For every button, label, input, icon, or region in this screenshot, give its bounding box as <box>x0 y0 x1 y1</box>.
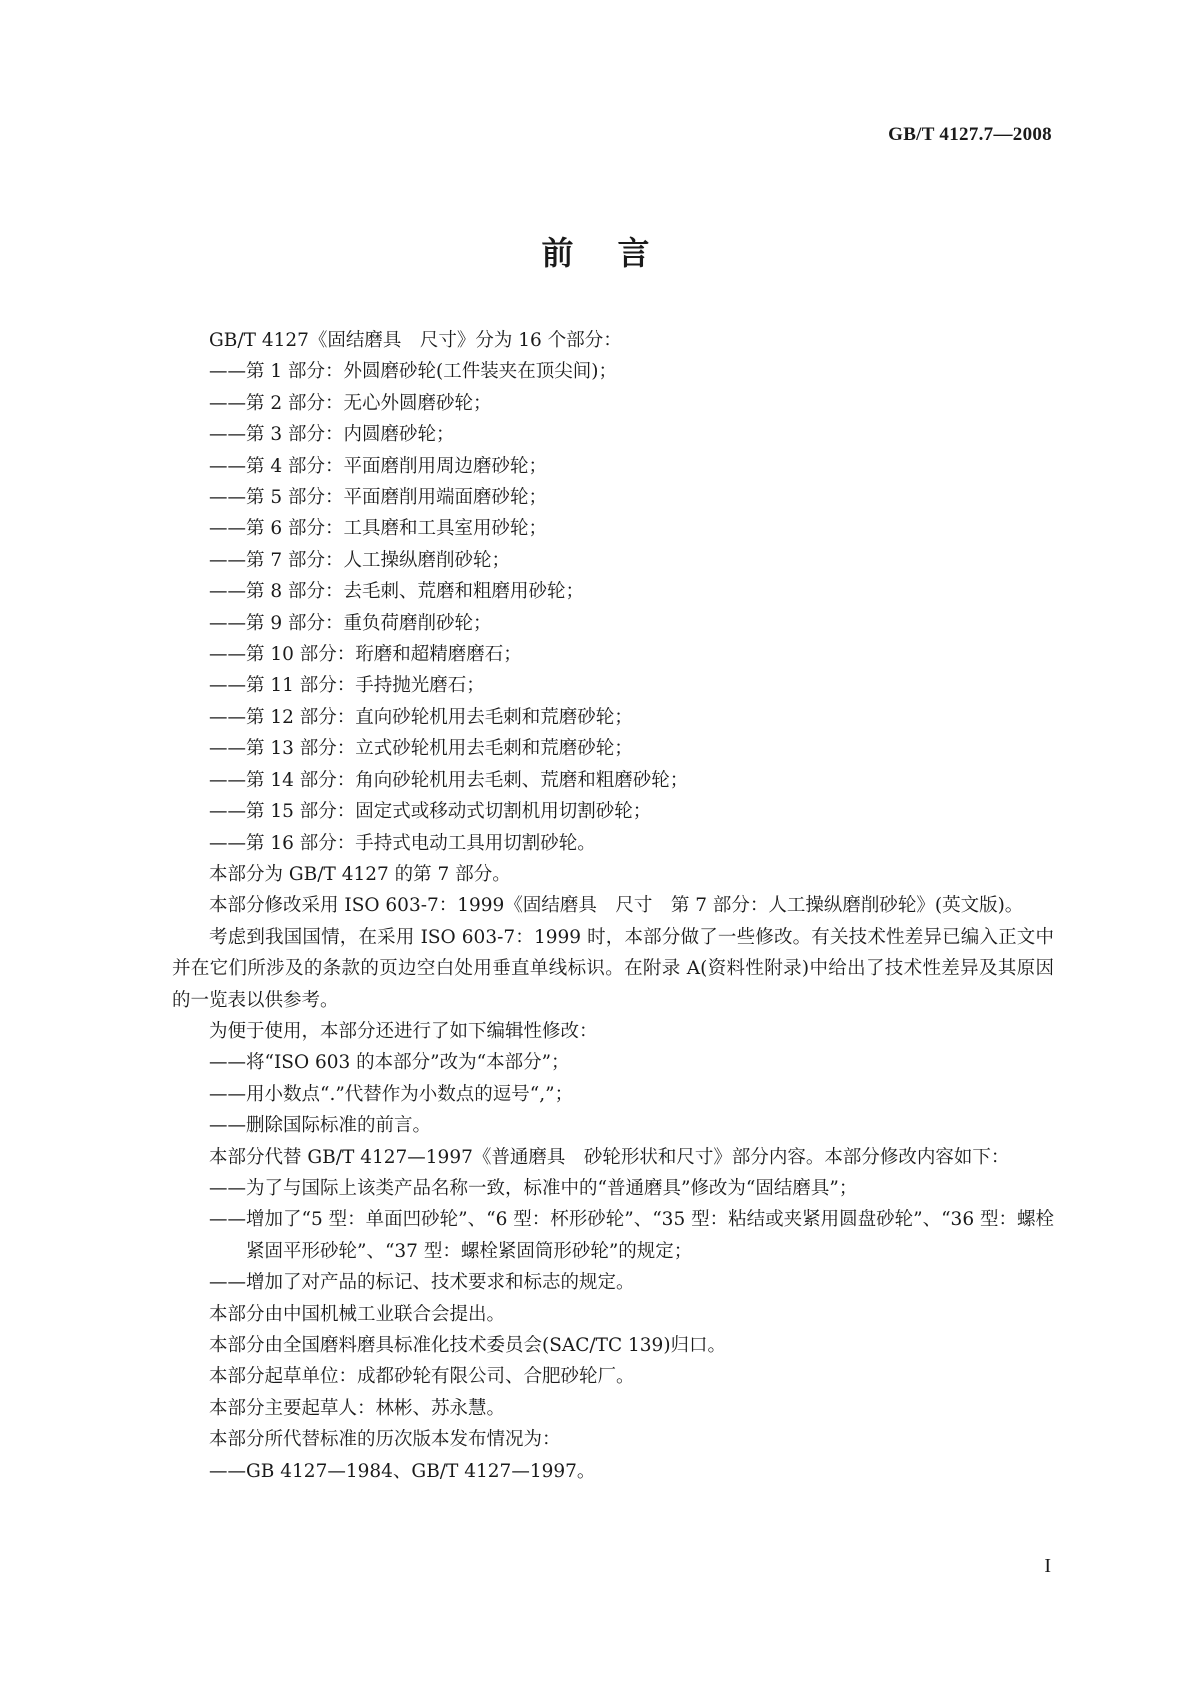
change-list-item: ——增加了“5 型：单面凹砂轮”、“6 型：杯形砂轮”、“35 型：粘结或夹紧用圆盘砂轮”、“36 型：螺栓紧固平形砂轮”、“37 型：螺栓紧固筒形砂轮”的规定； <box>209 1209 1054 1262</box>
part-list-item: ——第 15 部分：固定式或移动式切割机用切割砂轮； <box>209 801 652 823</box>
proposed-by-paragraph: 本部分由中国机械工业联合会提出。 <box>209 1303 506 1325</box>
part-list-item: ——第 11 部分：手持抛光磨石； <box>209 675 485 697</box>
editorial-list-item: ——用小数点“.”代替作为小数点的逗号“,”； <box>209 1083 574 1105</box>
change-list-item: ——增加了对产品的标记、技术要求和标志的规定。 <box>209 1272 635 1294</box>
adoption-paragraph: 本部分修改采用 ISO 603-7：1999《固结磨具 尺寸 第 7 部分：人工操纵磨削砂轮》(英文版)。 <box>209 895 1024 917</box>
replaces-paragraph: 本部分代替 GB/T 4127—1997《普通磨具 砂轮形状和尺寸》部分内容。本部分修改内容如下： <box>209 1146 1010 1168</box>
part-list-item: ——第 16 部分：手持式电动工具用切割砂轮。 <box>209 832 596 854</box>
part-list-item: ——第 14 部分：角向砂轮机用去毛刺、荒磨和粗磨砂轮； <box>209 769 689 791</box>
editorial-list-item: ——删除国际标准的前言。 <box>209 1115 432 1137</box>
part-list-item: ——第 9 部分：重负荷磨削砂轮； <box>209 612 492 634</box>
drafting-units-paragraph: 本部分起草单位：成都砂轮有限公司、合肥砂轮厂。 <box>209 1366 635 1388</box>
part-list-item: ——第 7 部分：人工操纵磨削砂轮； <box>209 549 511 571</box>
history-list-item: ——GB 4127—1984、GB/T 4127—1997。 <box>209 1460 596 1482</box>
history-intro-paragraph: 本部分所代替标准的历次版本发布情况为： <box>209 1429 561 1451</box>
centralized-by-paragraph: 本部分由全国磨料磨具标准化技术委员会(SAC/TC 139)归口。 <box>209 1335 727 1356</box>
page-number: I <box>1044 1555 1051 1577</box>
part-list-item: ——第 13 部分：立式砂轮机用去毛刺和荒磨砂轮； <box>209 738 633 760</box>
page-title: 前言 <box>541 234 694 272</box>
part-list-item: ——第 2 部分：无心外圆磨砂轮； <box>209 392 492 414</box>
document-body <box>172 325 1054 1487</box>
part-list-item: ——第 6 部分：工具磨和工具室用砂轮； <box>209 518 548 540</box>
part-list-item: ——第 5 部分：平面磨削用端面磨砂轮； <box>209 487 548 509</box>
change-list-item: ——为了与国际上该类产品名称一致，标准中的“普通磨具”修改为“固结磨具”； <box>209 1177 858 1199</box>
part-list-item: ——第 8 部分：去毛刺、荒磨和粗磨用砂轮； <box>209 581 585 603</box>
drafters-paragraph: 本部分主要起草人：林彬、苏永慧。 <box>209 1397 506 1419</box>
editorial-list-item: ——将“ISO 603 的本部分”改为“本部分”； <box>209 1052 570 1074</box>
part-list-item: ——第 1 部分：外圆磨砂轮(工件装夹在顶尖间)； <box>209 361 617 383</box>
part-list-item: ——第 3 部分：内圆磨砂轮； <box>209 424 455 446</box>
this-part-paragraph: 本部分为 GB/T 4127 的第 7 部分。 <box>209 863 511 885</box>
part-list-item: ——第 10 部分：珩磨和超精磨磨石； <box>209 644 522 666</box>
standard-code: GB/T 4127.7—2008 <box>888 124 1052 145</box>
part-list-item: ——第 12 部分：直向砂轮机用去毛刺和荒磨砂轮； <box>209 706 633 728</box>
differences-paragraph: 考虑到我国国情，在采用 ISO 603-7：1999 时，本部分做了一些修改。有关技术性差异已编入正文中并在它们所涉及的条款的页边空白处用垂直单线标识。在附录 A(资料性附录)中给出了技术性差异及其原因的一览表以供参考。 <box>172 926 1054 1011</box>
intro-paragraph: GB/T 4127《固结磨具 尺寸》分为 16 个部分： <box>209 330 622 351</box>
part-list-item: ——第 4 部分：平面磨削用周边磨砂轮； <box>209 455 548 477</box>
editorial-intro-paragraph: 为便于使用，本部分还进行了如下编辑性修改： <box>209 1020 598 1042</box>
